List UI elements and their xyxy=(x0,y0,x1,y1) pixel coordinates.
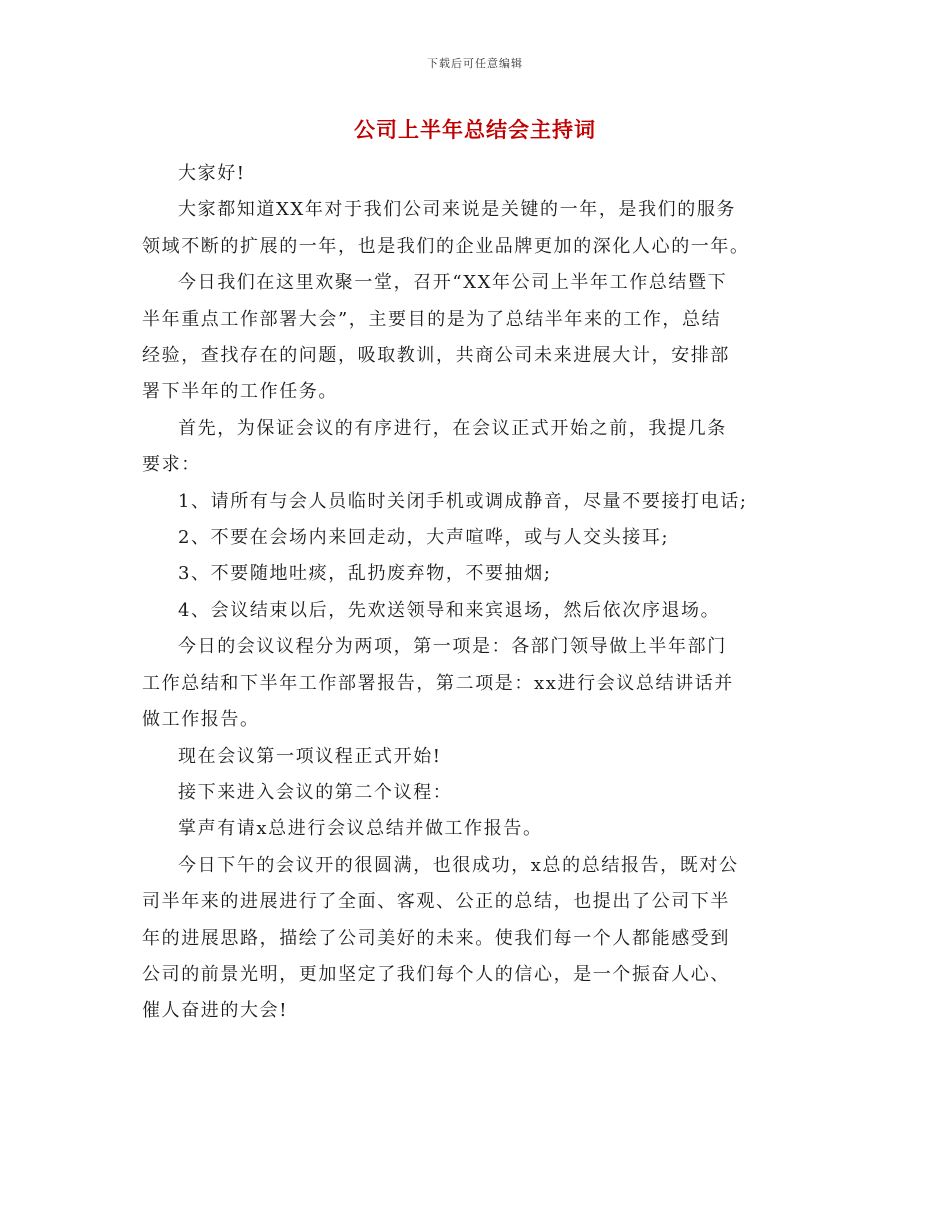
document-body xyxy=(142,156,822,1030)
paragraph-line: 领域不断的扩展的一年，也是我们的企业品牌更加的深化人心的一年。 xyxy=(142,235,750,257)
paragraph xyxy=(142,811,822,847)
paragraph-line: 公司的前景光明，更加坚定了我们每个人的信心，是一个振奋人心、 xyxy=(142,963,730,985)
paragraph-line: 1、请所有与会人员临时关闭手机或调成静音，尽量不要接打电话; xyxy=(178,490,748,512)
paragraph xyxy=(142,520,822,556)
paragraph xyxy=(142,629,822,738)
paragraph xyxy=(142,593,822,629)
paragraph-line: 首先，为保证会议的有序进行，在会议正式开始之前，我提几条 xyxy=(178,417,727,439)
paragraph xyxy=(142,265,822,411)
paragraph-line: 司半年来的进展进行了全面、客观、公正的总结，也提出了公司下半 xyxy=(142,891,730,913)
paragraph-line: 做工作报告。 xyxy=(142,709,260,731)
paragraph xyxy=(142,192,822,265)
paragraph xyxy=(142,411,822,484)
paragraph-line: 3、不要随地吐痰，乱扔废弃物，不要抽烟; xyxy=(178,563,552,585)
paragraph-line: 半年重点工作部署大会”，主要目的是为了总结半年来的工作，总结 xyxy=(142,308,722,330)
document-title: 公司上半年总结会主持词 xyxy=(354,117,596,142)
paragraph-line: 今日的会议议程分为两项，第一项是：各部门领导做上半年部门 xyxy=(178,636,727,658)
paragraph-line: 掌声有请x总进行会议总结并做工作报告。 xyxy=(178,818,543,840)
paragraph-line: 署下半年的工作任务。 xyxy=(142,381,338,403)
header-note: 下载后可任意编辑 xyxy=(427,57,523,70)
paragraph xyxy=(142,484,822,520)
paragraph-line: 2、不要在会场内来回走动，大声喧哗，或与人交头接耳; xyxy=(178,527,670,549)
paragraph xyxy=(142,775,822,811)
paragraph-line: 年的进展思路，描绘了公司美好的未来。使我们每一个人都能感受到 xyxy=(142,927,730,949)
paragraph xyxy=(142,848,822,1030)
paragraph xyxy=(142,739,822,775)
paragraph xyxy=(142,156,822,192)
paragraph-line: 大家好! xyxy=(178,163,246,184)
paragraph-line: 今日下午的会议开的很圆满，也很成功，x总的总结报告，既对公 xyxy=(178,854,739,876)
paragraph-line: 今日我们在这里欢聚一堂，召开“XX年公司上半年工作总结暨下 xyxy=(178,272,728,294)
paragraph-line: 接下来进入会议的第二个议程： xyxy=(178,781,453,803)
paragraph-line: 要求： xyxy=(142,454,201,476)
paragraph xyxy=(142,556,822,592)
paragraph-line: 4、会议结束以后，先欢送领导和来宾退场，然后依次序退场。 xyxy=(178,599,721,621)
paragraph-line: 经验，查找存在的问题，吸取教训，共商公司未来进展大计，安排部 xyxy=(142,345,730,367)
paragraph-line: 催人奋进的大会! xyxy=(142,1000,289,1022)
paragraph-line: 工作总结和下半年工作部署报告，第二项是：xx进行会议总结讲话并 xyxy=(142,672,734,694)
paragraph-line: 大家都知道XX年对于我们公司来说是关键的一年，是我们的服务 xyxy=(178,199,737,221)
paragraph-line: 现在会议第一项议程正式开始! xyxy=(178,745,442,767)
